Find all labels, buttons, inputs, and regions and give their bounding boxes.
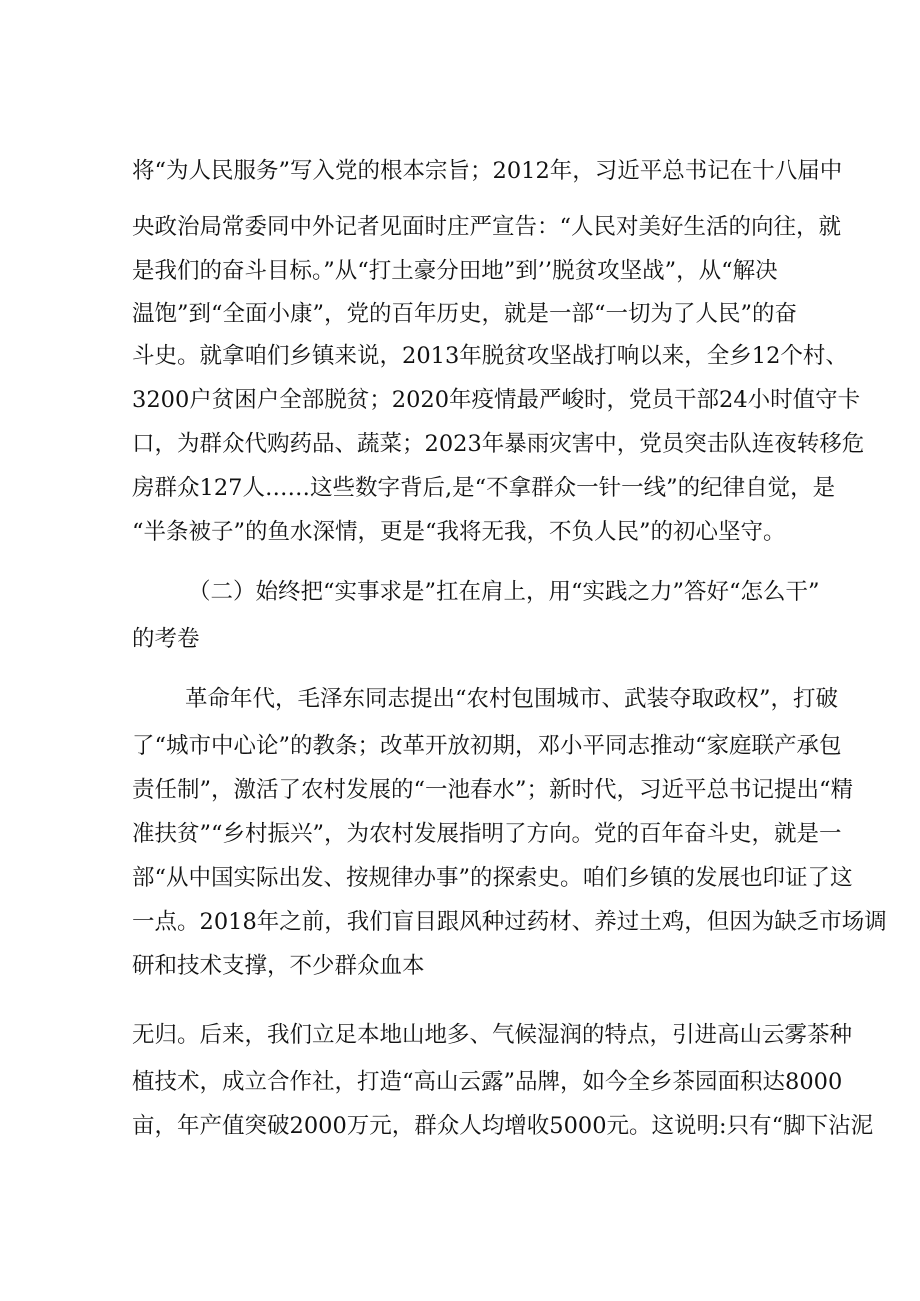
text-line: 斗史。就拿咱们乡镇来说，2013年脱贫攻坚战打响以来，全乡12个村、 — [132, 343, 848, 369]
text-line: 是我们的奋斗目标。”从“打土豪分田地”到’’脱贫攻坚战”，从“解决 — [132, 258, 778, 284]
text-line: 责任制”，激活了农村发展的“一池春水”；新时代，习近平总书记提出“精 — [132, 777, 854, 803]
text-line: 一点。2018年之前，我们盲目跟风种过药材、养过土鸡，但因为缺乏市场调 — [132, 909, 887, 935]
text-line: 研和技术支撑，不少群众血本 — [132, 953, 425, 979]
text-line: 植技术，成立合作社，打造“高山云露”品牌，如今全乡茶园面积达8000 — [132, 1069, 843, 1095]
text-line: 将“为人民服务”写入党的根本宗旨；2012年，习近平总书记在十八届中 — [132, 158, 843, 184]
text-line: 无归。后来，我们立足本地山地多、气候湿润的特点，引进高山云雾茶种 — [132, 1022, 853, 1048]
text-line: 革命年代，毛泽东同志提出“农村包围城市、武装夺取政权”，打破 — [185, 686, 839, 712]
section-heading: （二）始终把“实事求是”扛在肩上，用“实践之力”答好“怎么干” — [188, 579, 820, 605]
text-line: 房群众127人……这些数字背后,是“不拿群众一针一线”的纪律自觉，是 — [132, 475, 836, 501]
text-line: 3200户贫困户全部脱贫；2020年疫情最严峻时，党员干部24小时值守卡 — [132, 387, 861, 413]
text-line: 央政治局常委同中外记者见面时庄严宣告：“人民对美好生活的向往，就 — [132, 214, 842, 240]
section-heading-continuation: 的考卷 — [132, 626, 200, 652]
text-line: 口，为群众代购药品、蔬菜；2023年暴雨灾害中，党员突击队连夜转移危 — [132, 431, 865, 457]
text-line: 准扶贫”“乡村振兴”，为农村发展指明了方向。党的百年奋斗史，就是一 — [132, 821, 842, 847]
text-line: 了“城市中心论”的教条；改革开放初期，邓小平同志推动“家庭联产承包 — [132, 733, 842, 759]
text-line: “半条被子”的鱼水深情，更是“我将无我，不负人民”的初心坚守。 — [132, 519, 786, 545]
text-line: 温饱”到“全面小康”，党的百年历史，就是一部“一切为了人民”的奋 — [132, 301, 798, 327]
text-line: 亩，年产值突破2000万元，群众人均增收5000元。这说明:只有“脚下沾泥 — [132, 1113, 874, 1139]
text-line: 部“从中国实际出发、按规律办事”的探索史。咱们乡镇的发展也印证了这 — [132, 865, 853, 891]
